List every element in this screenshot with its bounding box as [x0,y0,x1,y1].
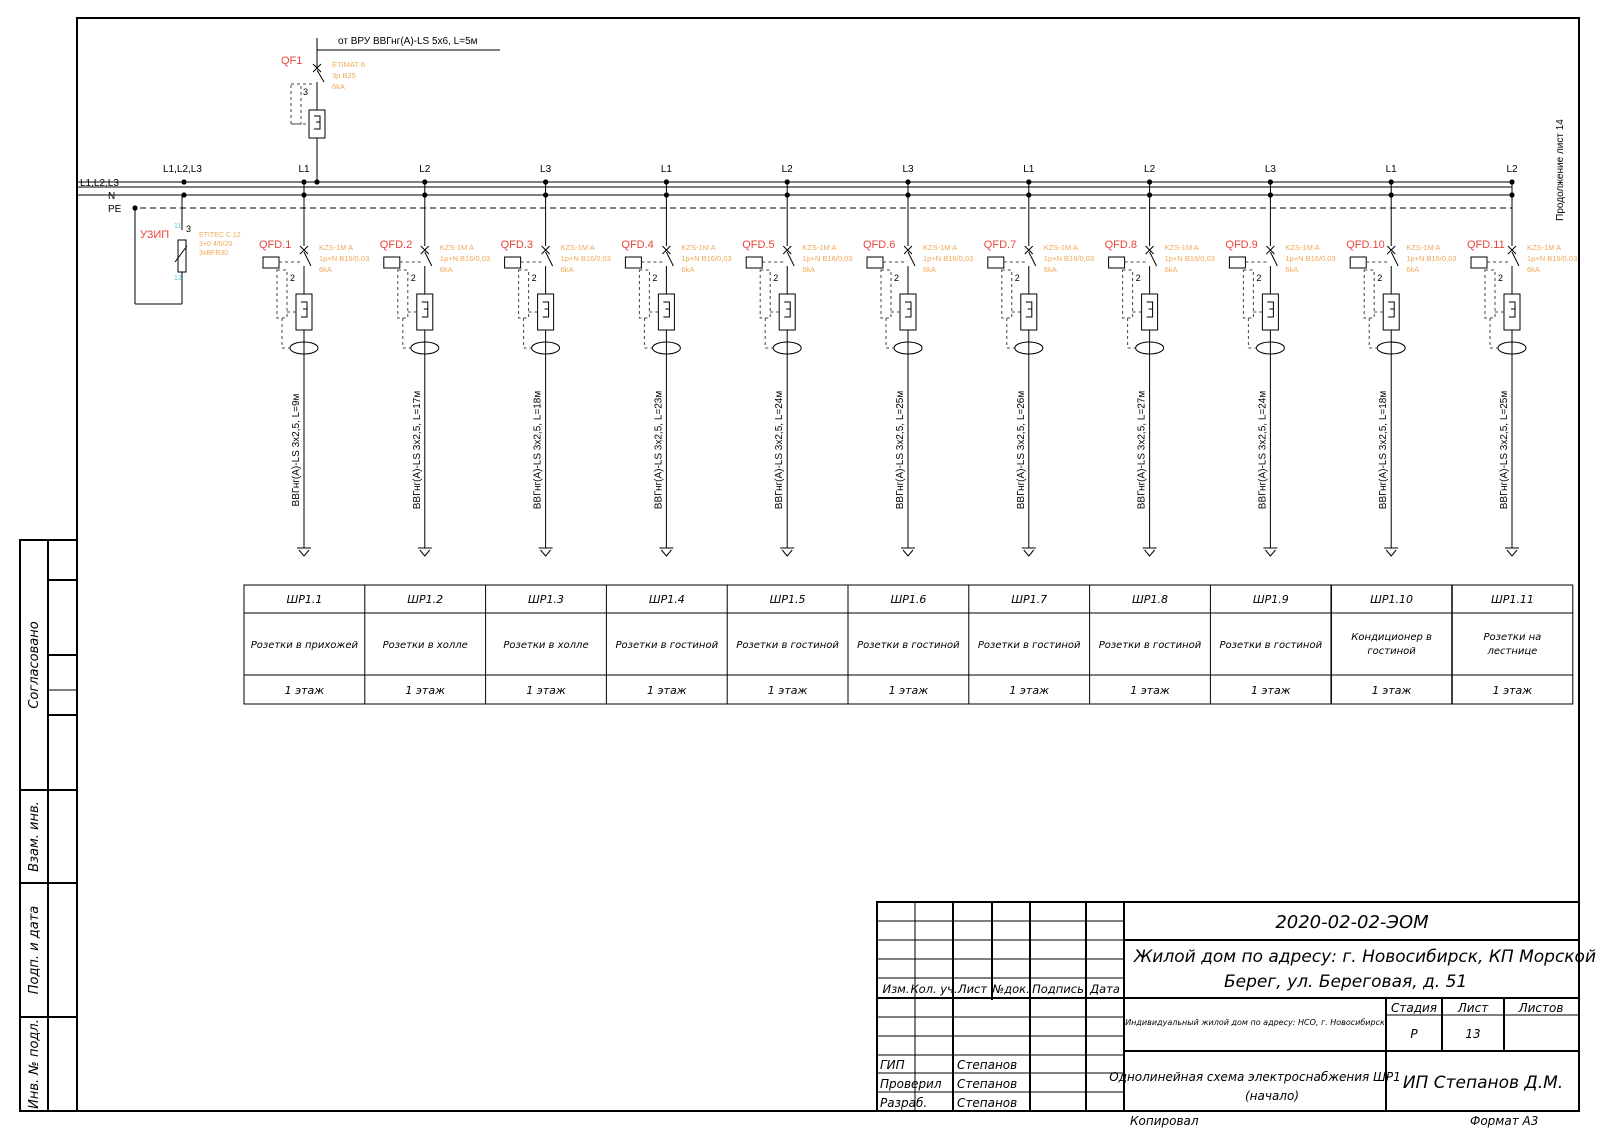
qfd-spec: 1p+N B16/0,03 [560,254,611,263]
breaker-link [639,270,649,318]
consumer-name: Розетки в гостиной [615,640,719,651]
surge-name: УЗИП [140,229,170,241]
breaker-link [760,270,770,318]
qfd-spec: 6kA [1164,265,1178,274]
cable-end-arrow [1265,550,1275,556]
feed-section [281,36,500,185]
role-label: ГИП [880,1058,905,1072]
pe-bus-label: PE [108,204,122,215]
surge-varistor-stroke [175,246,187,262]
qf1-spec: 3p B25 [332,71,356,80]
object-description: Индивидуальный жилой дом по адресу: НСО, г. Новосибирск [1125,1018,1385,1027]
qfd-spec: KZS-1M A [560,243,595,252]
cable-end-arrow [782,550,792,556]
copied-label: Копировал [1130,1114,1199,1128]
breaker-thermal-box [1471,257,1487,268]
cable-end-arrow [299,550,309,556]
surge-spec: 3+0 4/0/20 [199,241,233,248]
qfd-poles: 2 [894,273,900,283]
title-header: Изм. [882,982,910,996]
qfd-spec: 6kA [802,265,816,274]
qfd-label: QFD.8 [1104,239,1138,251]
title-header: Дата [1090,982,1120,996]
qfd-spec: 6kA [1406,265,1420,274]
qfd-poles: 2 [531,273,537,283]
qfd-label: QFD.11 [1467,239,1505,251]
drawing-title-line-1: Однолинейная схема электроснабжения ШР1 [1109,1070,1401,1084]
floor-label: 1 этаж [767,684,808,697]
panel-label: ШР1.5 [769,593,806,606]
qfd-spec: KZS-1M A [681,243,716,252]
cable-label: ВВГнг(А)-LS 3х2,5, L=9м [291,393,302,507]
breaker-thermal-box [263,257,279,268]
breaker-thermal-box [1350,257,1366,268]
panel-label: ШР1.7 [1011,593,1048,606]
floor-label: 1 этаж [405,684,445,697]
consumer-table [244,585,1573,704]
rcd-symbol [1026,302,1032,317]
breaker-link [277,270,287,318]
panel-label: ШР1.4 [648,593,685,606]
breaker-thermal-box [1229,257,1245,268]
floor-label: 1 этаж [1492,684,1533,697]
role-label: Разраб. [880,1096,928,1110]
group-phase-label: L1 [1023,164,1035,175]
rcd-box [296,294,312,330]
group-phase-label: L1 [298,164,310,175]
rcd-box [1383,294,1399,330]
surge-marker: 11 [174,223,182,230]
sheet-label: Лист [1457,1001,1489,1015]
group-10 [1346,164,1456,556]
floor-label: 1 этаж [1251,684,1291,697]
qf1-spec: 6kA [332,82,345,91]
qfd-spec: 1p+N B16/0,03 [1164,254,1215,263]
rcd-symbol [1509,302,1515,317]
qfd-spec: KZS-1M A [439,243,474,252]
consumer-name-line: Кондиционер в [1351,632,1432,643]
consumer-name: Розетки в гостиной [977,640,1081,651]
consumer-name: Розетки в прихожей [250,640,359,651]
role-label: Проверил [880,1077,942,1091]
rcd-box [900,294,916,330]
rcd-symbol [422,302,428,317]
qfd-spec: 1p+N B16/0,03 [681,254,732,263]
group-phase-label: L3 [1264,164,1276,175]
qfd-label: QFD.9 [1225,239,1258,251]
rcd-box [1021,294,1037,330]
cable-end-arrow [903,550,913,556]
qf1-label: QF1 [281,55,303,67]
floor-label: 1 этаж [284,684,325,697]
qfd-poles: 2 [1135,273,1141,283]
drawing-title-line-2: (начало) [1244,1089,1300,1103]
feed-cable-label: от ВРУ ВВГнг(А)-LS 5х6, L=5м [338,36,478,47]
qfd-label: QFD.10 [1346,239,1385,251]
qfd-spec: KZS-1M A [1285,243,1320,252]
cable-label: ВВГнг(А)-LS 3х2,5, L=24м [1257,390,1269,510]
breaker-link [398,270,408,318]
qfd-spec: 6kA [439,265,453,274]
group-phase-label: L2 [1506,164,1518,175]
group-7 [984,164,1094,556]
group-phase-label: L2 [781,164,793,175]
breaker-link [1123,270,1133,318]
surge-protector [135,195,241,304]
rcd-box [538,294,554,330]
breaker-thermal-box [988,257,1004,268]
continuation-label: Продолжение лист 14 [1555,119,1566,221]
qfd-spec: 6kA [560,265,574,274]
object-line-1: Жилой дом по адресу: г. Новосибирск, КП Морской [1134,947,1597,967]
format-label: Формат А3 [1470,1114,1539,1128]
panel-label: ШР1.9 [1252,593,1289,606]
group-1 [259,164,369,556]
surge-poles: 3 [186,224,192,234]
sheet-value: 13 [1465,1027,1481,1041]
rcd-symbol [784,302,790,317]
group-4 [621,164,731,556]
qfd-label: QFD.3 [500,239,534,251]
rcd-box [1262,294,1278,330]
qfd-poles: 2 [1014,273,1020,283]
breaker-thermal-box [625,257,641,268]
qfd-label: QFD.6 [863,239,896,251]
consumer-name-line: лестнице [1487,646,1538,657]
cable-end-arrow [1024,550,1034,556]
qfd-spec: 1p+N B16/0,03 [1527,254,1578,263]
qfd-spec: 1p+N B16/0,03 [1285,254,1336,263]
group-6 [863,164,973,556]
cable-label: ВВГнг(А)-LS 3х2,5, L=23м [653,390,665,510]
qf1-spec: ETIMAT 6 [332,60,366,69]
cable-label: ВВГнг(А)-LS 3х2,5, L=17м [411,390,423,510]
cable-label: ВВГнг(А)-LS 3х2,5, L=24м [774,390,786,510]
breaker-link [291,84,301,124]
surge-spec: ETITEC C 12 [199,232,241,239]
panel-label: ШР1.3 [528,593,564,606]
qfd-spec: 1p+N B16/0,03 [1406,254,1457,263]
qfd-spec: 1p+N B16/0,03 [802,254,853,263]
consumer-name: Розетки в холле [503,640,589,651]
qfd-spec: KZS-1M A [319,243,354,252]
side-stamp [20,540,77,1111]
qfd-spec: KZS-1M A [923,243,958,252]
rcd-box [779,294,795,330]
cable-label: ВВГнг(А)-LS 3х2,5, L=18м [1378,390,1390,510]
rcd-symbol [663,302,669,317]
cable-label: ВВГнг(А)-LS 3х2,5, L=25м [1499,390,1510,510]
consumer-name-line: Розетки на [1483,632,1542,643]
breaker-thermal-box [1109,257,1125,268]
group-phase-label: L1 [660,164,672,175]
consumer-name [1351,632,1432,657]
panel-label: ШР1.11 [1490,593,1534,606]
qfd-spec: 6kA [319,265,332,274]
qfd-label: QFD.2 [379,239,413,251]
qfd-spec: KZS-1M A [1164,243,1199,252]
group-11 [1467,164,1577,556]
floor-label: 1 этаж [647,684,687,697]
side-stamp-label: Инв. № подл. [27,1019,42,1109]
role-name: Степанов [957,1096,1018,1110]
rcd-symbol [543,302,549,317]
stage-label: Стадия [1390,1001,1438,1015]
qf1-poles: 3 [303,87,309,97]
breaker-link [1364,270,1374,318]
title-header: Подпись [1032,982,1084,996]
qfd-poles: 2 [1377,273,1383,283]
title-block [877,902,1596,1128]
consumer-name: Розетки в гостиной [1219,640,1323,651]
cable-label: ВВГнг(А)-LS 3х2,5, L=18м [532,390,544,510]
side-stamp-label: Подп. и дата [27,905,42,995]
surge-spec: 3xBFR30 [199,250,229,257]
cable-label: ВВГнг(А)-LS 3х2,5, L=25м [895,390,906,510]
rcd-symbol [314,116,320,129]
group-phase-label: L3 [540,164,552,175]
rcd-symbol [1267,302,1273,317]
breaker-thermal-box [867,257,883,268]
document-code: 2020-02-02-ЭОМ [1275,912,1429,933]
breaker-link [1243,270,1253,318]
floor-label: 1 этаж [526,684,566,697]
consumer-name-line: гостиной [1367,646,1416,657]
breaker-link [881,270,891,318]
consumer-name: Розетки в холле [382,640,468,651]
floor-label: 1 этаж [1009,684,1049,697]
title-header: Кол. уч. [910,982,958,996]
phase-bus-label: L1,L2,L3 [80,178,119,189]
group-5 [742,164,852,556]
side-stamp-label: Взам. инв. [27,801,42,872]
cable-end-arrow [420,550,430,556]
neutral-bus-label: N [108,191,116,202]
qfd-spec: 1p+N B16/0,03 [319,254,370,263]
qfd-spec: KZS-1M A [802,243,837,252]
role-name: Степанов [957,1058,1018,1072]
panel-label: ШР1.6 [890,593,927,606]
panel-label: ШР1.10 [1370,593,1414,606]
junction-dot [181,179,186,184]
qfd-spec: 6kA [1527,265,1540,274]
consumer-name [1483,632,1541,657]
qfd-poles: 2 [410,273,416,283]
qfd-poles: 2 [652,273,658,283]
consumer-name: Розетки в гостиной [1098,640,1202,651]
breaker-link [519,270,529,318]
group-circuits [259,164,1577,556]
qfd-label: QFD.7 [983,239,1017,251]
cable-end-arrow [1386,550,1396,556]
object-line-2: Берег, ул. Береговая, д. 51 [1224,972,1468,992]
qfd-spec: 6kA [1285,265,1299,274]
qfd-label: QFD.5 [742,239,775,251]
consumer-name: Розетки в гостиной [857,640,960,651]
bus-top-label: L1,L2,L3 [163,164,202,175]
group-phase-label: L1 [1385,164,1397,175]
title-header: №док. [992,982,1030,996]
rcd-box [1504,294,1520,330]
group-9 [1225,164,1335,556]
rcd-symbol [1147,302,1153,317]
floor-label: 1 этаж [1130,684,1170,697]
rcd-box [309,110,325,138]
panel-label: ШР1.8 [1132,593,1168,606]
rcd-box [417,294,433,330]
panel-label: ШР1.2 [407,593,444,606]
qfd-spec: 6kA [923,265,936,274]
qfd-spec: KZS-1M A [1406,243,1441,252]
breaker-link [1485,270,1495,318]
qfd-spec: 6kA [681,265,695,274]
cable-end-arrow [1145,550,1155,556]
cable-label: ВВГнг(А)-LS 3х2,5, L=27м [1136,390,1148,510]
role-name: Степанов [957,1077,1018,1091]
surge-marker: 12 [174,275,182,282]
qfd-poles: 2 [1498,273,1504,283]
group-phase-label: L2 [1144,164,1156,175]
floor-label: 1 этаж [888,684,929,697]
company-name: ИП Степанов Д.М. [1402,1073,1564,1093]
rcd-symbol [301,302,307,317]
rcd-symbol [905,302,911,317]
qfd-spec: KZS-1M A [1043,243,1078,252]
title-header: Лист [957,982,988,996]
qfd-spec: 1p+N B16/0,03 [923,254,974,263]
rcd-symbol [1388,302,1394,317]
panel-label: ШР1.1 [286,593,323,606]
qfd-spec: 6kA [1043,265,1057,274]
qfd-label: QFD.1 [259,239,292,251]
breaker-thermal-box [746,257,762,268]
qfd-spec: 1p+N B16/0,03 [439,254,491,263]
cable-label: ВВГнг(А)-LS 3х2,5, L=26м [1015,390,1027,510]
qfd-poles: 2 [1256,273,1262,283]
group-phase-label: L3 [902,164,914,175]
breaker-thermal-box [384,257,400,268]
group-8 [1105,164,1215,556]
cable-end-arrow [541,550,551,556]
floor-label: 1 этаж [1371,684,1412,697]
group-phase-label: L2 [419,164,431,175]
sheets-label: Листов [1518,1001,1564,1015]
qfd-spec: KZS-1M A [1527,243,1562,252]
breaker-link [1002,270,1012,318]
stage-value: Р [1410,1027,1418,1041]
group-2 [380,164,490,556]
consumer-name: Розетки в гостиной [736,640,839,651]
qfd-spec: 1p+N B16/0,03 [1043,254,1095,263]
rcd-box [1142,294,1158,330]
cable-end-arrow [1507,550,1517,556]
side-stamp-label: Согласовано [27,621,42,709]
qfd-poles: 2 [290,273,296,283]
cable-end-arrow [661,550,671,556]
qfd-poles: 2 [773,273,779,283]
breaker-thermal-box [505,257,521,268]
qfd-label: QFD.4 [621,239,654,251]
group-3 [501,164,611,556]
rcd-box [658,294,674,330]
